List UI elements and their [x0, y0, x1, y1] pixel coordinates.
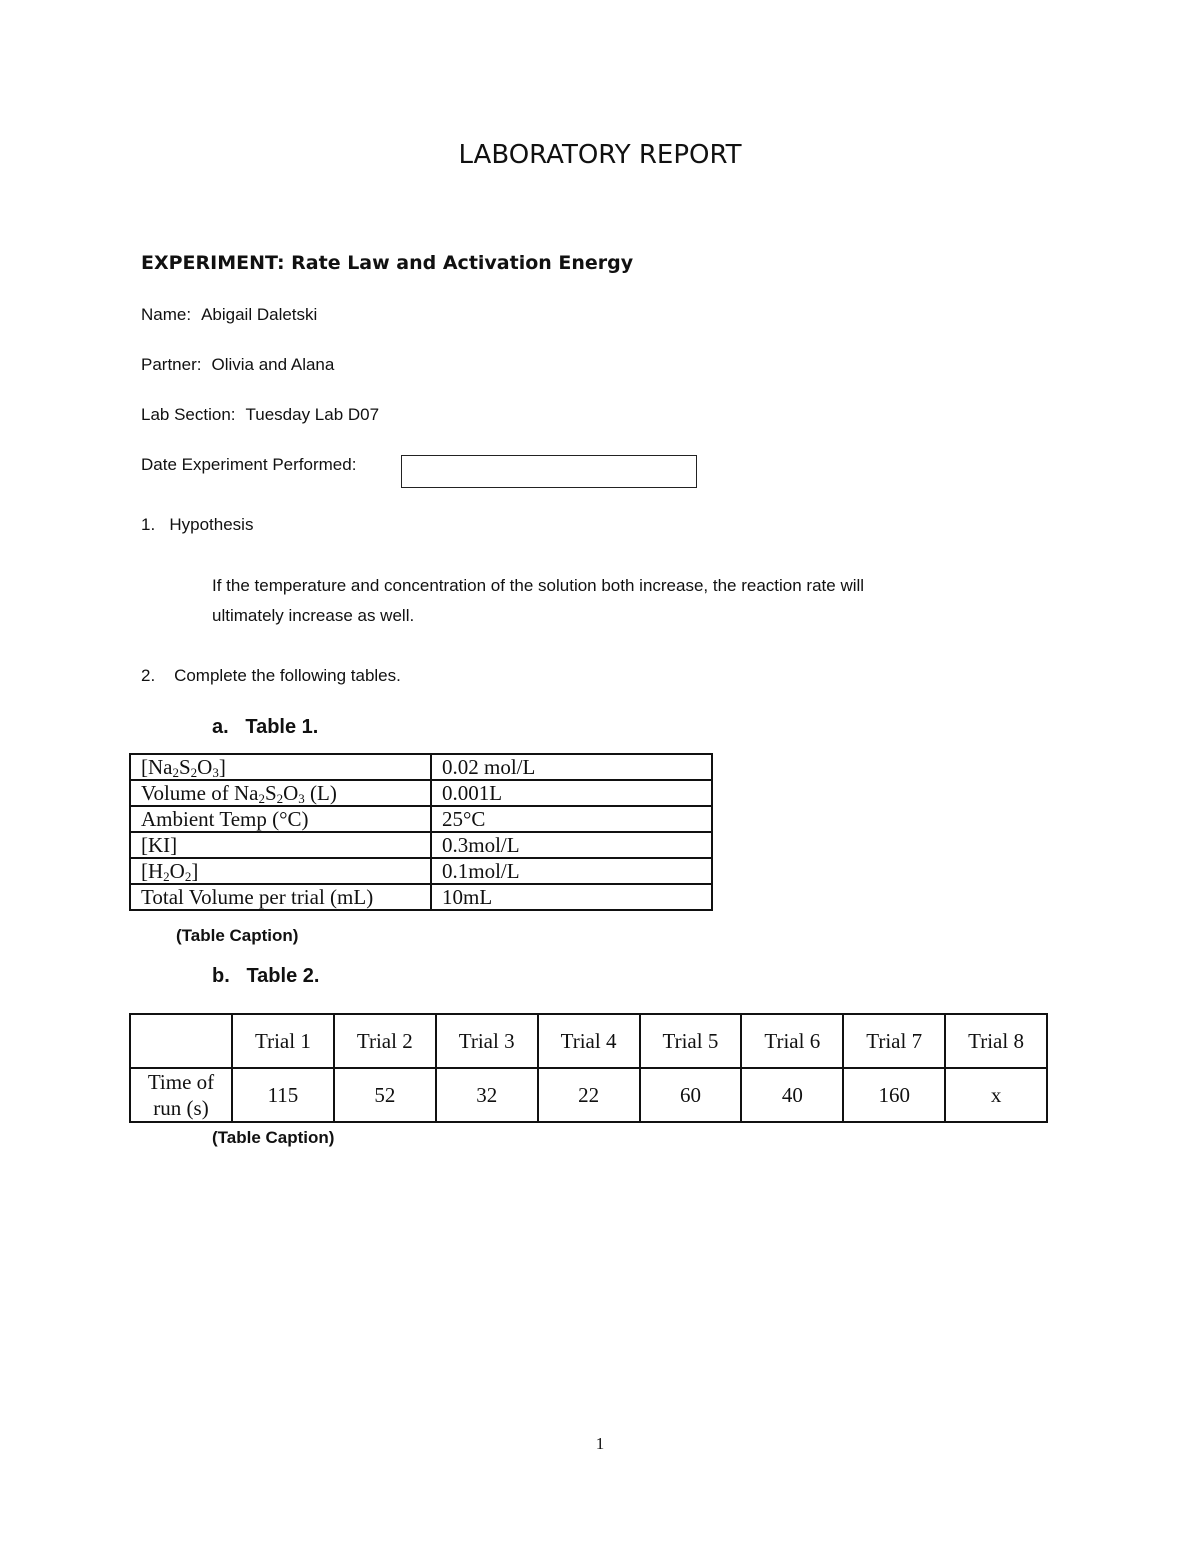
table-2-value-cell: 40 — [741, 1068, 843, 1122]
table-2-header-cell: Trial 7 — [843, 1014, 945, 1068]
table-2-value-cell: 52 — [334, 1068, 436, 1122]
table-2-header-cell: Trial 3 — [436, 1014, 538, 1068]
hypothesis-line-1: If the temperature and concentration of the solution both increase, the reaction rate will — [212, 576, 865, 595]
lab-section-value: Tuesday Lab D07 — [245, 405, 380, 424]
table-1-label-cell: Ambient Temp (°C) — [130, 806, 431, 832]
table-1-value-cell: 0.001L — [431, 780, 712, 806]
table-1-heading: a. Table 1. — [212, 716, 319, 738]
table-2-value-cell: 160 — [843, 1068, 945, 1122]
report-title: LABORATORY REPORT — [458, 140, 742, 170]
table-1-value-cell: 0.3mol/L — [431, 832, 712, 858]
table-row — [130, 1014, 1047, 1068]
table-1-label-cell: Volume of $Na_2S_2O_3$ (L) — [130, 780, 431, 806]
table-1-label-cell: Total Volume per trial (mL) — [130, 884, 431, 910]
partner-value: Olivia and Alana — [211, 355, 335, 374]
table-2-value-cell: 115 — [232, 1068, 334, 1122]
table-1-value-cell: 0.02 mol/L — [431, 754, 712, 780]
name-field — [141, 305, 317, 325]
date-label: Date Experiment Performed: — [141, 455, 357, 474]
table-1-label-cell: $[Na_2S_2O_3]$ — [130, 754, 431, 780]
table-row — [130, 832, 712, 858]
table-row — [130, 1068, 1047, 1122]
name-value: Abigail Daletski — [201, 305, 318, 324]
page-number: 1 — [595, 1434, 605, 1453]
table-1-label-cell: [KI] — [130, 832, 431, 858]
table-2-corner-cell — [130, 1014, 232, 1068]
table-2-header-cell: Trial 4 — [538, 1014, 640, 1068]
table-row — [130, 780, 712, 806]
table-2 — [129, 1013, 1048, 1123]
date-input-box[interactable] — [401, 455, 697, 488]
table-1 — [129, 753, 713, 911]
table-2-caption: (Table Caption) — [212, 1128, 335, 1147]
table-1-value-cell: 10mL — [431, 884, 712, 910]
table-2-value-cell: 60 — [640, 1068, 742, 1122]
lab-section-field — [141, 405, 379, 425]
table-1-label-cell: $[H_2O_2]$ — [130, 858, 431, 884]
question-2-heading: 2. Complete the following tables. — [141, 666, 401, 685]
hypothesis-heading: 1. Hypothesis — [141, 515, 254, 534]
partner-label: Partner: — [141, 355, 202, 374]
table-2-header-cell: Trial 2 — [334, 1014, 436, 1068]
table-row — [130, 858, 712, 884]
table-row — [130, 884, 712, 910]
lab-section-label: Lab Section: — [141, 405, 236, 424]
table-1-value-cell: 0.1mol/L — [431, 858, 712, 884]
table-2-value-cell: x — [945, 1068, 1047, 1122]
table-row — [130, 806, 712, 832]
table-2-heading: b. Table 2. — [212, 965, 320, 987]
table-2-header-cell: Trial 6 — [741, 1014, 843, 1068]
table-row — [130, 754, 712, 780]
table-2-value-cell: 22 — [538, 1068, 640, 1122]
table-2-header-cell: Trial 8 — [945, 1014, 1047, 1068]
experiment-title: EXPERIMENT: Rate Law and Activation Energy — [141, 252, 634, 274]
partner-field — [141, 355, 334, 375]
table-2-header-cell: Trial 1 — [232, 1014, 334, 1068]
table-1-value-cell: 25°C — [431, 806, 712, 832]
date-field — [141, 455, 366, 475]
table-2-header-cell: Trial 5 — [640, 1014, 742, 1068]
table-2-value-cell: 32 — [436, 1068, 538, 1122]
name-label: Name: — [141, 305, 192, 324]
table-1-caption: (Table Caption) — [176, 926, 299, 945]
table-2-row-label: Time of run (s) — [130, 1068, 232, 1122]
hypothesis-line-2: ultimately increase as well. — [212, 606, 415, 625]
